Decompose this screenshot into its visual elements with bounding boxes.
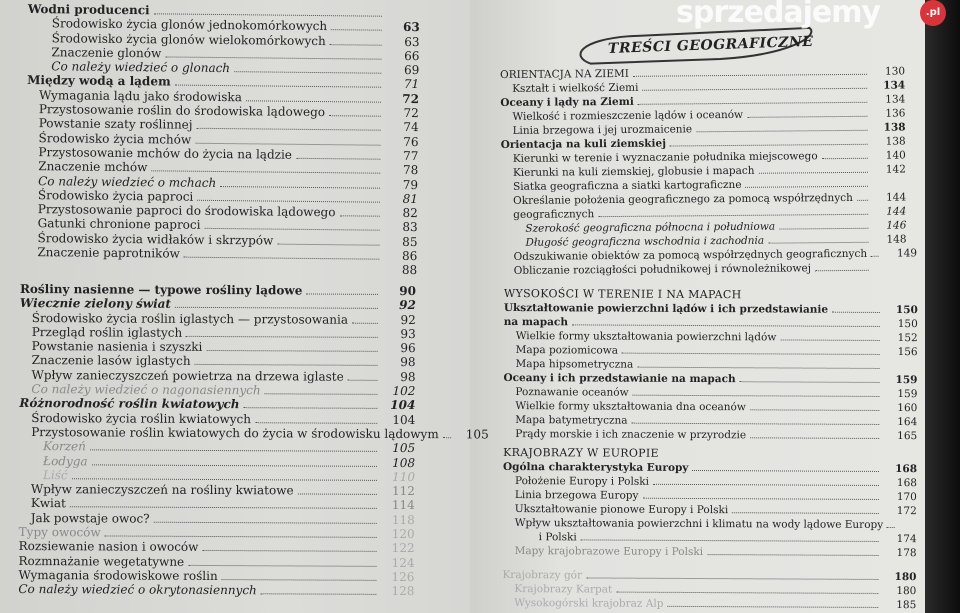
- entry-title: Środowisko życia mchów: [38, 130, 192, 147]
- toc-entry: [18, 582, 414, 598]
- dot-leader: [330, 44, 382, 46]
- entry-page-number: 159: [895, 374, 918, 387]
- entry-page-number: 114: [391, 498, 415, 513]
- entry-title: na mapach: [503, 315, 569, 329]
- entry-page-number: 150: [897, 318, 918, 331]
- entry-title: Ukształtowanie pionowe Europy i Polski: [514, 503, 729, 517]
- entry-title: Poznawanie oceanów: [515, 386, 629, 399]
- entry-page-number: 144: [886, 191, 907, 204]
- entry-page-number: 159: [897, 388, 918, 401]
- entry-title: Co należy wiedzieć o nagonasiennych: [31, 382, 261, 398]
- entry-page-number: 108: [392, 455, 416, 470]
- dot-leader: [184, 257, 380, 260]
- dot-leader: [244, 408, 378, 410]
- dot-leader: [616, 592, 878, 594]
- entry-title: Gatunki chronione paproci: [37, 216, 201, 233]
- entry-title: Rozsiewanie nasion i owoców: [18, 539, 199, 555]
- entry-title: Wielkie formy ukształtowania powierzchni lądów: [515, 330, 777, 344]
- dot-leader: [586, 577, 878, 580]
- entry-page-number: 165: [897, 430, 918, 443]
- entry-title: Co należy wiedzieć o glonach: [51, 59, 231, 76]
- entry-page-number: 77: [403, 148, 419, 164]
- entry-page-number: 138: [885, 135, 906, 148]
- entry-title: Środowisko życia paproci: [37, 187, 194, 204]
- dot-leader: [186, 336, 378, 338]
- dot-leader: [41, 270, 379, 274]
- dot-leader: [72, 478, 377, 481]
- entry-title: Co należy wiedzieć o mchach: [38, 173, 217, 190]
- entry-page-number: 156: [897, 346, 918, 359]
- dot-leader: [175, 85, 381, 88]
- toc-entry: [19, 454, 415, 470]
- dot-leader: [202, 550, 376, 552]
- entry-page-number: 168: [896, 477, 917, 490]
- entry-title: Kierunki w terenie i wyznaczanie południka miejscowego: [512, 150, 818, 165]
- dot-leader: [653, 484, 879, 486]
- entry-page-number: 71: [403, 77, 420, 92]
- dot-leader: [638, 102, 868, 105]
- dot-leader: [815, 270, 869, 271]
- dot-leader: [637, 367, 879, 369]
- entry-title: Przystosowanie roślin do środowiska lądowego: [38, 102, 326, 120]
- toc-left-top: [25, 2, 420, 278]
- entry-title: Położenie Europy i Polski: [514, 475, 649, 488]
- entry-title: Przystosowanie paproci do środowiska lądowego: [37, 202, 336, 220]
- toc-entry: [503, 544, 917, 560]
- entry-title: Środowisko życia glonów jednokomórkowych: [51, 16, 328, 34]
- entry-title: Liść: [42, 467, 68, 483]
- banner-title: TREŚCI GEOGRAFICZNE: [607, 33, 814, 57]
- dot-leader: [732, 512, 879, 514]
- entry-page-number: 174: [896, 533, 917, 546]
- entry-title: Szerokość geograficzna północna i południowa: [525, 220, 776, 235]
- entry-title: geograficznych: [513, 208, 595, 221]
- entry-page-number: 180: [896, 585, 917, 598]
- entry-page-number: 98: [400, 369, 416, 384]
- entry-title: Co należy wiedzieć o okrytonasiennych: [18, 582, 257, 598]
- entry-title: Linia brzegowa Europy: [514, 489, 639, 502]
- entry-title: Mapa hipsometryczna: [515, 358, 634, 371]
- entry-page-number: 90: [399, 283, 416, 299]
- dot-leader: [887, 527, 895, 528]
- entry-title: Znaczenie paprotników: [37, 245, 180, 261]
- entry-title: Prądy morskie i ich znaczenie w przyrodzie: [515, 428, 747, 442]
- entry-page-number: 144: [886, 205, 907, 218]
- entry-title: Ukształtowanie powierzchni lądów i ich przedstawianie: [503, 301, 829, 316]
- dot-leader: [306, 293, 378, 294]
- entry-page-number: 102: [392, 384, 416, 399]
- dot-leader: [692, 470, 879, 472]
- dot-leader: [92, 464, 377, 466]
- entry-page-number: 146: [886, 219, 907, 232]
- dot-leader: [750, 437, 879, 439]
- toc-right-top: [500, 64, 918, 278]
- entry-title: i Polski: [538, 531, 577, 544]
- entry-page-number: 63: [402, 20, 420, 35]
- dot-leader: [197, 200, 380, 203]
- dot-leader: [277, 243, 379, 245]
- entry-page-number: 105: [465, 427, 489, 442]
- entry-page-number: 150: [895, 304, 918, 317]
- entry-page-number: 112: [391, 484, 415, 499]
- entry-title: Rozmnażanie wegetatywne: [18, 553, 185, 569]
- dot-leader: [622, 353, 880, 355]
- dot-leader: [746, 186, 869, 188]
- entry-page-number: 126: [391, 569, 415, 585]
- entry-title: Określanie położenia geograficznego za pomocą współrzędnych: [513, 191, 853, 207]
- entry-title: Wielkość i rozmieszczenie lądów i oceanów: [512, 108, 744, 123]
- entry-page-number: 92: [400, 312, 416, 327]
- dot-leader: [348, 379, 378, 380]
- entry-title: ORIENTACJA NA ZIEMI: [500, 67, 629, 81]
- toc-entry: [502, 596, 916, 612]
- dot-leader: [667, 606, 878, 608]
- entry-page-number: 63: [404, 34, 420, 49]
- entry-page-number: 104: [392, 412, 416, 427]
- entry-page-number: 120: [391, 526, 415, 542]
- entry-page-number: 178: [896, 547, 917, 560]
- entry-page-number: 92: [399, 298, 416, 313]
- toc-entry: [19, 482, 415, 498]
- entry-title: Odszukiwanie obiektów za pomocą współrzędnych geograficznych: [513, 247, 868, 263]
- watermark-logo: sprzedajemy: [676, 0, 881, 30]
- entry-title: Długość geograficzna wschodnia i zachodnia: [525, 234, 765, 249]
- entry-title: Znaczenie lasów iglastych: [31, 353, 191, 369]
- dot-leader: [222, 579, 377, 581]
- entry-page-number: 83: [402, 220, 418, 235]
- section-heading: WYSOKOŚCI W TERENIE I NA MAPACH: [503, 286, 742, 302]
- entry-title: Mapa batymetryczna: [515, 414, 628, 427]
- entry-page-number: 172: [896, 505, 917, 518]
- entry-title: Przystosowanie mchów do życia na lądzie: [38, 145, 293, 162]
- entry-title: Między wodą a lądem: [27, 73, 171, 89]
- dot-leader: [154, 521, 377, 523]
- dot-leader: [70, 507, 377, 510]
- section-heading: KRAJOBRAZY W EUROPIE: [503, 445, 659, 460]
- entry-page-number: 185: [896, 599, 917, 612]
- entry-title: Przegląd roślin iglastych: [31, 324, 183, 340]
- book-edge-shadow: [925, 0, 960, 613]
- entry-page-number: 148: [886, 233, 907, 246]
- dot-leader: [331, 29, 382, 31]
- dot-leader: [206, 350, 377, 352]
- entry-title: Wymagania lądu jako środowiska: [38, 87, 242, 105]
- entry-page-number: 78: [402, 163, 419, 178]
- dot-leader: [871, 256, 879, 257]
- dot-leader: [642, 498, 878, 500]
- entry-title: Wiecznie zielony świat: [19, 296, 172, 312]
- dot-leader: [750, 409, 879, 411]
- entry-page-number: 110: [392, 469, 416, 484]
- entry-title: Łodyga: [43, 453, 88, 468]
- entry-title: Środowisko życia widłaków i skrzypów: [37, 230, 274, 248]
- entry-title: Powstanie nasienia i szyszki: [31, 339, 203, 355]
- dot-leader: [352, 322, 378, 323]
- dot-leader: [780, 339, 879, 341]
- entry-page-number: 105: [392, 441, 416, 456]
- entry-title: Środowisko życia glonów wielokomórkowych: [51, 30, 326, 48]
- entry-title: Środowisko życia roślin iglastych — przystosowania: [31, 310, 349, 327]
- dot-leader: [642, 88, 867, 91]
- dot-leader: [90, 450, 377, 453]
- entry-page-number: 93: [400, 326, 416, 341]
- entry-title: Znaczenie mchów: [38, 159, 148, 175]
- entry-page-number: 81: [402, 191, 419, 206]
- entry-page-number: 69: [403, 63, 420, 78]
- entry-title: Oceany i ich przedstawianie na mapach: [503, 371, 736, 386]
- entry-title: Ogólna charakterystyka Europy: [502, 460, 689, 474]
- dot-leader: [339, 215, 379, 216]
- dot-leader: [572, 324, 880, 327]
- entry-title: Korzeń: [43, 439, 86, 454]
- entry-page-number: 152: [897, 332, 918, 345]
- entry-title: Typy owoców: [18, 525, 101, 540]
- entry-title: Jak powstaje owoc?: [30, 510, 150, 526]
- dot-leader: [188, 565, 376, 567]
- entry-page-number: 79: [402, 177, 419, 192]
- dot-leader: [696, 130, 867, 132]
- dot-leader: [632, 423, 880, 425]
- entry-page-number: 136: [885, 107, 906, 120]
- entry-page-number: 72: [403, 106, 419, 121]
- dot-leader: [195, 364, 378, 366]
- entry-page-number: 180: [894, 571, 917, 584]
- entry-page-number: 134: [885, 93, 906, 106]
- dot-leader: [633, 74, 867, 77]
- entry-title: Orientacja na kuli ziemskiej: [500, 137, 667, 151]
- toc-entry: [503, 427, 917, 443]
- dot-leader: [204, 228, 379, 231]
- entry-page-number: 98: [400, 355, 416, 370]
- dot-leader: [747, 116, 867, 118]
- watermark-badge: .pl: [920, 0, 946, 26]
- dot-leader: [857, 200, 868, 201]
- entry-page-number: 128: [391, 584, 415, 599]
- dot-leader: [443, 437, 451, 438]
- entry-page-number: 138: [883, 121, 906, 134]
- entry-title: Znaczenie glonów: [51, 45, 162, 61]
- entry-page-number: 122: [391, 541, 415, 556]
- entry-page-number: 74: [403, 120, 419, 135]
- entry-title: Wodni producenci: [27, 2, 150, 18]
- entry-page-number: 104: [390, 398, 416, 413]
- entry-page-number: 149: [896, 247, 918, 260]
- dot-leader: [759, 172, 868, 174]
- entry-page-number: 168: [895, 463, 918, 476]
- entry-title: Wpływ zanieczyszczeń na rośliny kwiatowe: [30, 482, 294, 498]
- entry-title: Wysokogórski krajobraz Alp: [514, 597, 664, 610]
- dot-leader: [220, 186, 380, 189]
- entry-page-number: 86: [402, 248, 418, 264]
- entry-title: Przystosowanie roślin kwiatowych do życia w środowisku lądowym: [31, 425, 439, 442]
- entry-title: Krajobrazy gór: [502, 568, 583, 582]
- dot-leader: [707, 554, 879, 556]
- entry-page-number: 72: [402, 91, 420, 106]
- dot-leader: [261, 593, 377, 595]
- entry-title: Siatka geograficzna a siatki kartograficzne: [512, 178, 742, 193]
- entry-page-number: 118: [391, 512, 415, 527]
- entry-page-number: 88: [401, 263, 418, 278]
- entry-title: Kierunki na kuli ziemskiej, globusie i mapach: [512, 164, 755, 179]
- dot-leader: [105, 535, 377, 537]
- entry-page-number: 134: [883, 79, 906, 92]
- entry-page-number: 164: [897, 416, 918, 429]
- entry-page-number: 76: [403, 134, 419, 149]
- entry-title: Wielkie formy ukształtowania dna oceanów: [515, 400, 746, 414]
- dot-leader: [154, 13, 382, 16]
- entry-page-number: 130: [884, 65, 906, 78]
- dot-leader: [779, 228, 868, 230]
- entry-title: Obliczanie rozciągłości południkowej i równoleżnikowej: [513, 262, 811, 277]
- entry-page-number: 160: [897, 402, 918, 415]
- entry-page-number: 66: [404, 48, 420, 63]
- dot-leader: [234, 71, 381, 74]
- dot-leader: [581, 539, 879, 542]
- dot-leader: [246, 100, 381, 102]
- entry-title: Mapy krajobrazowe Europy i Polski: [514, 545, 704, 559]
- toc-right-bottom: [502, 282, 918, 612]
- entry-page-number: 142: [885, 163, 906, 176]
- dot-leader: [255, 422, 377, 424]
- dot-leader: [298, 494, 377, 495]
- dot-leader: [832, 312, 880, 313]
- entry-title: Wpływ zanieczyszczeń powietrza na drzewa iglaste: [31, 367, 344, 384]
- dot-leader: [329, 115, 381, 117]
- dot-leader: [175, 307, 378, 309]
- entry-title: Kwiat: [30, 496, 66, 511]
- entry-title: Krajobrazy Karpat: [514, 583, 613, 596]
- dot-leader: [296, 158, 380, 160]
- entry-title: Wpływ ukształtowania powierzchni i klimatu na wody lądowe Europy: [514, 517, 884, 531]
- dot-leader: [670, 144, 868, 147]
- entry-page-number: 96: [400, 341, 416, 356]
- dot-leader: [151, 171, 380, 174]
- dot-leader: [598, 214, 868, 217]
- entry-title: Różnorodność roślin kwiatowych: [19, 396, 240, 412]
- entry-title: Linia brzegowa i jej urozmaicenie: [512, 123, 693, 137]
- entry-title: Powstanie szaty roślinnej: [38, 116, 193, 133]
- entry-title: Rośliny nasienne — typowe rośliny lądowe: [19, 282, 303, 298]
- dot-leader: [195, 142, 380, 145]
- entry-title: Oceany i lądy na Ziemi: [500, 95, 634, 109]
- dot-leader: [633, 395, 880, 397]
- dot-leader: [740, 381, 880, 383]
- dot-leader: [197, 128, 381, 131]
- dot-leader: [822, 158, 868, 159]
- dot-leader: [165, 56, 381, 59]
- entry-title: Mapa poziomicowa: [515, 344, 619, 357]
- entry-page-number: 82: [402, 206, 418, 221]
- toc-left-bottom: [18, 282, 489, 599]
- dot-leader: [768, 242, 868, 244]
- dot-leader: [265, 393, 378, 395]
- entry-title: Środowisko życia roślin kwiatowych: [31, 410, 252, 426]
- entry-page-number: 170: [896, 491, 917, 504]
- entry-page-number: 85: [402, 234, 418, 249]
- entry-page-number: 124: [391, 555, 415, 570]
- entry-title: Wymagania środowiskowe roślin: [18, 567, 218, 583]
- entry-page-number: 140: [885, 149, 906, 162]
- entry-title: Kształt i wielkość Ziemi: [512, 81, 639, 95]
